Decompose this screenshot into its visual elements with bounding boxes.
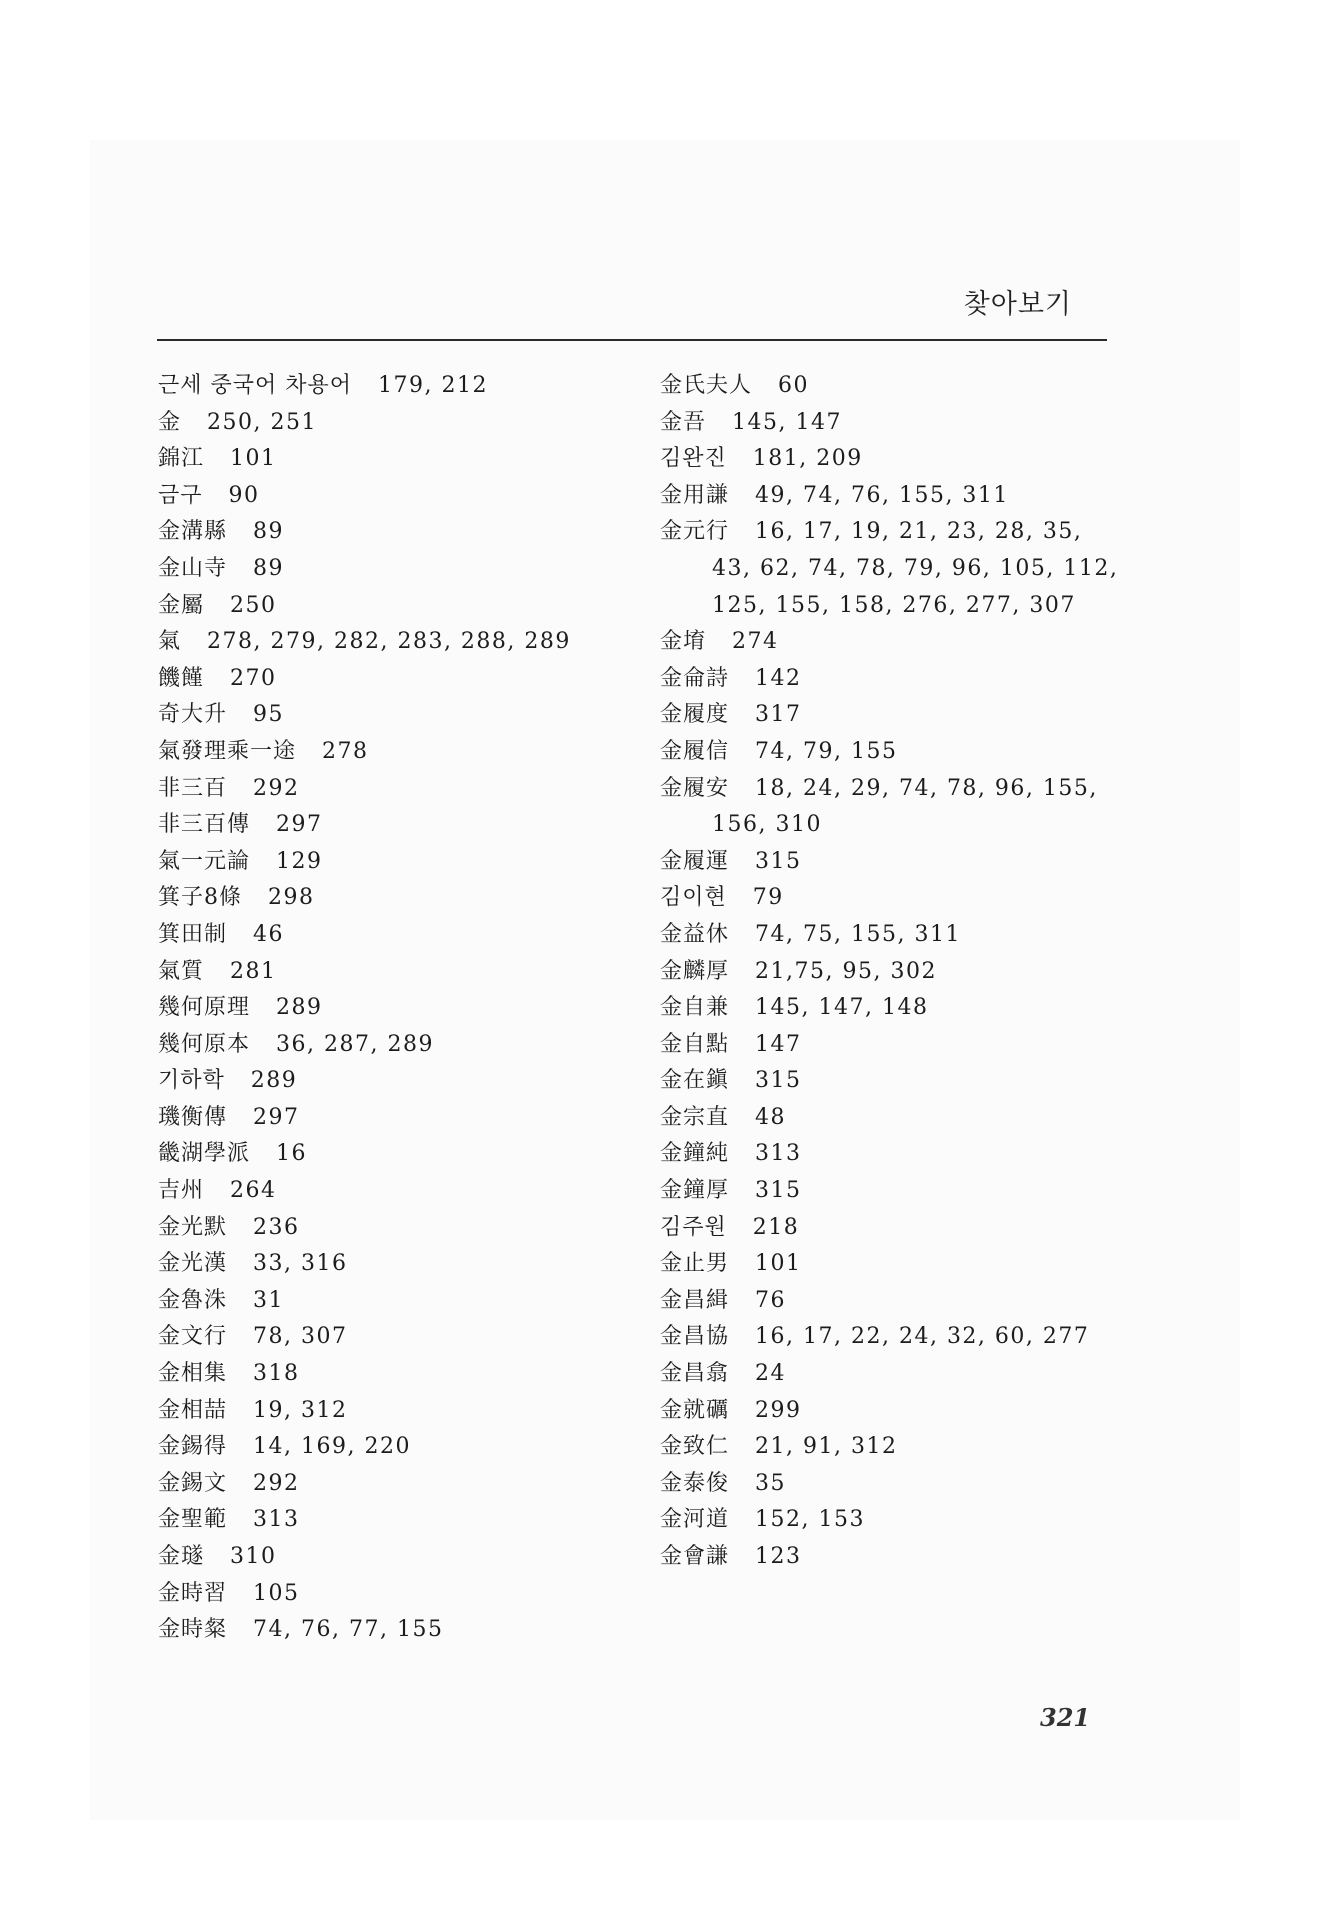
entry-term: 氣發理乘一途 bbox=[158, 738, 297, 764]
entry-pages: 21,75, 95, 302 bbox=[755, 958, 937, 984]
index-entry bbox=[158, 1283, 628, 1320]
entry-pages: 90 bbox=[228, 482, 260, 508]
entry-term: 금구 bbox=[158, 482, 203, 508]
entry-term: 김주원 bbox=[660, 1214, 727, 1240]
index-column-left bbox=[158, 368, 628, 1649]
entry-pages: 76 bbox=[755, 1287, 787, 1313]
entry-pages: 289 bbox=[250, 1068, 298, 1094]
entry-pages: 79 bbox=[752, 885, 784, 911]
index-entry bbox=[660, 1319, 1120, 1356]
entry-term: 金履度 bbox=[660, 702, 730, 728]
index-entry bbox=[660, 1100, 1120, 1137]
entry-pages: 142 bbox=[755, 665, 802, 691]
entry-pages: 16 bbox=[276, 1141, 308, 1167]
entry-term: 근세 중국어 차용어 bbox=[158, 373, 353, 398]
entry-term: 金魯洙 bbox=[158, 1287, 228, 1313]
index-entry bbox=[158, 844, 628, 881]
index-entry bbox=[660, 734, 1120, 771]
entry-pages: 36, 287, 289 bbox=[276, 1031, 434, 1057]
entry-pages: 264 bbox=[230, 1178, 277, 1204]
entry-term: 金璲 bbox=[158, 1544, 205, 1569]
entry-term: 金侖詩 bbox=[660, 665, 730, 691]
index-entry bbox=[660, 1210, 1120, 1247]
entry-pages: 289 bbox=[276, 995, 323, 1021]
index-entry bbox=[158, 1173, 628, 1210]
entry-term: 氣 bbox=[158, 629, 182, 655]
index-entry bbox=[158, 624, 628, 661]
entry-pages: 89 bbox=[253, 519, 285, 545]
entry-pages: 278 bbox=[322, 738, 369, 764]
entry-pages-continued: 43, 62, 74, 78, 79, 96, 105, 112, bbox=[712, 555, 1119, 581]
entry-term: 金止男 bbox=[660, 1251, 730, 1277]
entry-pages: 101 bbox=[755, 1251, 802, 1277]
entry-pages: 74, 75, 155, 311 bbox=[755, 921, 961, 947]
entry-pages-continued: 156, 310 bbox=[712, 812, 822, 838]
entry-term: 金用謙 bbox=[660, 482, 730, 508]
index-entry bbox=[660, 1356, 1120, 1393]
entry-term: 金會謙 bbox=[660, 1544, 730, 1569]
entry-pages: 101 bbox=[230, 446, 277, 472]
index-entry bbox=[660, 880, 1120, 917]
index-entry bbox=[660, 441, 1120, 478]
index-entry bbox=[158, 1539, 628, 1576]
entry-pages: 24 bbox=[755, 1361, 787, 1387]
entry-term: 金昌協 bbox=[660, 1324, 730, 1350]
entry-term: 錦江 bbox=[158, 446, 205, 472]
entry-pages: 31 bbox=[253, 1287, 285, 1313]
index-entry bbox=[660, 1246, 1120, 1283]
index-entry bbox=[660, 368, 1120, 405]
entry-term: 金昌翕 bbox=[660, 1361, 730, 1387]
entry-pages: 270 bbox=[230, 665, 277, 691]
index-entry bbox=[158, 771, 628, 808]
entry-pages: 218 bbox=[752, 1214, 800, 1240]
entry-term: 璣衡傳 bbox=[158, 1104, 228, 1130]
entry-pages: 297 bbox=[276, 812, 323, 838]
index-entry bbox=[158, 441, 628, 478]
entry-pages: 145, 147, 148 bbox=[755, 995, 929, 1021]
entry-pages: 21, 91, 312 bbox=[755, 1434, 898, 1460]
entry-pages: 49, 74, 76, 155, 311 bbox=[755, 482, 1009, 508]
entry-pages: 152, 153 bbox=[755, 1507, 865, 1533]
index-entry bbox=[660, 1429, 1120, 1466]
entry-pages: 315 bbox=[755, 1178, 802, 1204]
index-entry bbox=[660, 661, 1120, 698]
entry-term: 金相喆 bbox=[158, 1397, 228, 1423]
index-entry bbox=[660, 405, 1120, 442]
index-entry bbox=[660, 478, 1120, 515]
index-entry bbox=[660, 1393, 1120, 1430]
entry-pages: 89 bbox=[253, 555, 285, 581]
entry-term: 金時粲 bbox=[158, 1617, 228, 1643]
entry-term: 非三百 bbox=[158, 775, 228, 801]
index-entry bbox=[158, 1100, 628, 1137]
index-entry bbox=[158, 588, 628, 625]
index-entry bbox=[158, 1393, 628, 1430]
index-entry bbox=[158, 514, 628, 551]
entry-term: 吉州 bbox=[158, 1178, 205, 1204]
entry-pages: 297 bbox=[253, 1104, 300, 1130]
index-entry bbox=[660, 697, 1120, 734]
entry-term: 幾何原理 bbox=[158, 995, 251, 1021]
index-entry bbox=[158, 551, 628, 588]
index-entry bbox=[660, 1063, 1120, 1100]
entry-term: 金元行 bbox=[660, 519, 730, 545]
entry-pages: 74, 76, 77, 155 bbox=[253, 1617, 444, 1643]
index-entry bbox=[660, 1027, 1120, 1064]
index-entry bbox=[660, 771, 1120, 844]
entry-term: 箕田制 bbox=[158, 921, 228, 947]
entry-term: 金屬 bbox=[158, 592, 205, 618]
entry-pages: 35 bbox=[755, 1470, 787, 1496]
entry-term: 幾何原本 bbox=[158, 1031, 251, 1057]
entry-pages: 46 bbox=[253, 921, 285, 947]
entry-term: 奇大升 bbox=[158, 702, 228, 728]
entry-term: 金堉 bbox=[660, 629, 707, 655]
entry-pages: 310 bbox=[230, 1544, 277, 1569]
index-entry bbox=[660, 1502, 1120, 1539]
entry-term: 金聖範 bbox=[158, 1507, 228, 1533]
entry-term: 金鐘厚 bbox=[660, 1178, 730, 1204]
index-entry bbox=[660, 917, 1120, 954]
entry-pages: 95 bbox=[253, 702, 285, 728]
index-entry bbox=[660, 954, 1120, 991]
index-entry bbox=[158, 1466, 628, 1503]
entry-pages: 313 bbox=[755, 1141, 802, 1167]
entry-term: 김이현 bbox=[660, 885, 727, 911]
index-entry bbox=[158, 1063, 628, 1100]
entry-term: 金益休 bbox=[660, 921, 730, 947]
entry-term: 饑饉 bbox=[158, 665, 205, 691]
entry-pages: 78, 307 bbox=[253, 1324, 348, 1350]
index-entry bbox=[660, 1283, 1120, 1320]
entry-pages: 292 bbox=[253, 775, 300, 801]
entry-pages-continued: 125, 155, 158, 276, 277, 307 bbox=[712, 592, 1076, 618]
entry-term: 金錫文 bbox=[158, 1470, 228, 1496]
page-number: 321 bbox=[1040, 1703, 1091, 1732]
index-column-right bbox=[660, 368, 1120, 1576]
index-entry bbox=[158, 697, 628, 734]
index-entry bbox=[660, 990, 1120, 1027]
index-entry bbox=[158, 368, 628, 405]
entry-term: 氣一元論 bbox=[158, 848, 251, 874]
entry-term: 金自點 bbox=[660, 1031, 730, 1057]
entry-term: 기하학 bbox=[158, 1068, 225, 1094]
entry-term: 金光默 bbox=[158, 1214, 228, 1240]
index-entry bbox=[158, 1136, 628, 1173]
index-entry bbox=[158, 1319, 628, 1356]
entry-term: 金吾 bbox=[660, 409, 707, 435]
index-entry bbox=[158, 1356, 628, 1393]
entry-pages: 250 bbox=[230, 592, 277, 618]
entry-pages: 147 bbox=[755, 1031, 802, 1057]
index-entry bbox=[158, 478, 628, 515]
entry-pages: 299 bbox=[755, 1397, 802, 1423]
entry-term: 畿湖學派 bbox=[158, 1141, 251, 1167]
entry-pages: 33, 316 bbox=[253, 1251, 348, 1277]
entry-term: 金宗直 bbox=[660, 1104, 730, 1130]
index-entry bbox=[158, 661, 628, 698]
entry-term: 金溝縣 bbox=[158, 519, 228, 545]
index-entry bbox=[660, 1466, 1120, 1503]
entry-pages: 274 bbox=[732, 629, 779, 655]
entry-pages: 281 bbox=[230, 958, 277, 984]
entry-pages: 250, 251 bbox=[207, 409, 317, 435]
entry-pages: 48 bbox=[755, 1104, 787, 1130]
entry-pages: 129 bbox=[276, 848, 323, 874]
entry-term: 金自兼 bbox=[660, 995, 730, 1021]
entry-term: 金相集 bbox=[158, 1361, 228, 1387]
index-entry bbox=[158, 1246, 628, 1283]
entry-pages: 317 bbox=[755, 702, 802, 728]
index-entry bbox=[158, 954, 628, 991]
entry-term: 金泰俊 bbox=[660, 1470, 730, 1496]
entry-term: 金時習 bbox=[158, 1580, 228, 1606]
index-entry bbox=[660, 1173, 1120, 1210]
entry-pages: 236 bbox=[253, 1214, 300, 1240]
entry-pages: 123 bbox=[755, 1544, 802, 1569]
entry-pages: 318 bbox=[253, 1361, 300, 1387]
entry-pages: 313 bbox=[253, 1507, 300, 1533]
entry-term: 김완진 bbox=[660, 446, 727, 472]
entry-pages: 14, 169, 220 bbox=[253, 1434, 411, 1460]
index-entry bbox=[158, 807, 628, 844]
index-entry bbox=[158, 1429, 628, 1466]
entry-term: 金氏夫人 bbox=[660, 373, 753, 398]
entry-term: 金致仁 bbox=[660, 1434, 730, 1460]
entry-pages: 292 bbox=[253, 1470, 300, 1496]
entry-term: 金錫得 bbox=[158, 1434, 228, 1460]
index-entry bbox=[158, 917, 628, 954]
entry-pages: 105 bbox=[253, 1580, 300, 1606]
entry-pages: 179, 212 bbox=[378, 373, 488, 398]
index-entry bbox=[158, 734, 628, 771]
index-entry bbox=[158, 405, 628, 442]
entry-pages: 60 bbox=[778, 373, 810, 398]
index-entry bbox=[158, 880, 628, 917]
entry-pages: 16, 17, 22, 24, 32, 60, 277 bbox=[755, 1324, 1090, 1350]
index-entry bbox=[158, 990, 628, 1027]
index-entry bbox=[660, 624, 1120, 661]
entry-term: 金山寺 bbox=[158, 555, 228, 581]
entry-term: 金 bbox=[158, 409, 182, 435]
entry-pages: 145, 147 bbox=[732, 409, 842, 435]
index-entry bbox=[660, 1539, 1120, 1576]
entry-pages: 315 bbox=[755, 1068, 802, 1094]
entry-term: 金光漢 bbox=[158, 1251, 228, 1277]
index-entry bbox=[158, 1210, 628, 1247]
entry-pages: 74, 79, 155 bbox=[755, 738, 898, 764]
entry-pages: 181, 209 bbox=[752, 446, 863, 472]
index-entry bbox=[158, 1612, 628, 1649]
header-rule bbox=[157, 339, 1107, 341]
index-entry bbox=[158, 1502, 628, 1539]
entry-term: 金就礪 bbox=[660, 1397, 730, 1423]
entry-term: 金履運 bbox=[660, 848, 730, 874]
index-entry bbox=[660, 514, 1120, 624]
entry-pages: 19, 312 bbox=[253, 1397, 348, 1423]
index-entry bbox=[158, 1027, 628, 1064]
entry-pages: 16, 17, 19, 21, 23, 28, 35, bbox=[755, 519, 1083, 545]
index-entry bbox=[660, 1136, 1120, 1173]
entry-pages: 18, 24, 29, 74, 78, 96, 155, bbox=[755, 775, 1098, 801]
entry-term: 金文行 bbox=[158, 1324, 228, 1350]
entry-term: 金麟厚 bbox=[660, 958, 730, 984]
entry-term: 金在鎭 bbox=[660, 1068, 730, 1094]
index-entry bbox=[158, 1576, 628, 1613]
entry-term: 箕子8條 bbox=[158, 885, 242, 911]
entry-term: 金鐘純 bbox=[660, 1141, 730, 1167]
entry-term: 非三百傳 bbox=[158, 812, 251, 838]
entry-term: 金履信 bbox=[660, 738, 730, 764]
entry-term: 金履安 bbox=[660, 775, 730, 801]
entry-pages: 278, 279, 282, 283, 288, 289 bbox=[207, 629, 571, 655]
page-header-title: 찾아보기 bbox=[963, 289, 1072, 320]
index-entry bbox=[660, 844, 1120, 881]
entry-pages: 298 bbox=[268, 885, 315, 911]
entry-term: 金昌緝 bbox=[660, 1287, 730, 1313]
entry-term: 氣質 bbox=[158, 958, 205, 984]
entry-term: 金河道 bbox=[660, 1507, 730, 1533]
entry-pages: 315 bbox=[755, 848, 802, 874]
